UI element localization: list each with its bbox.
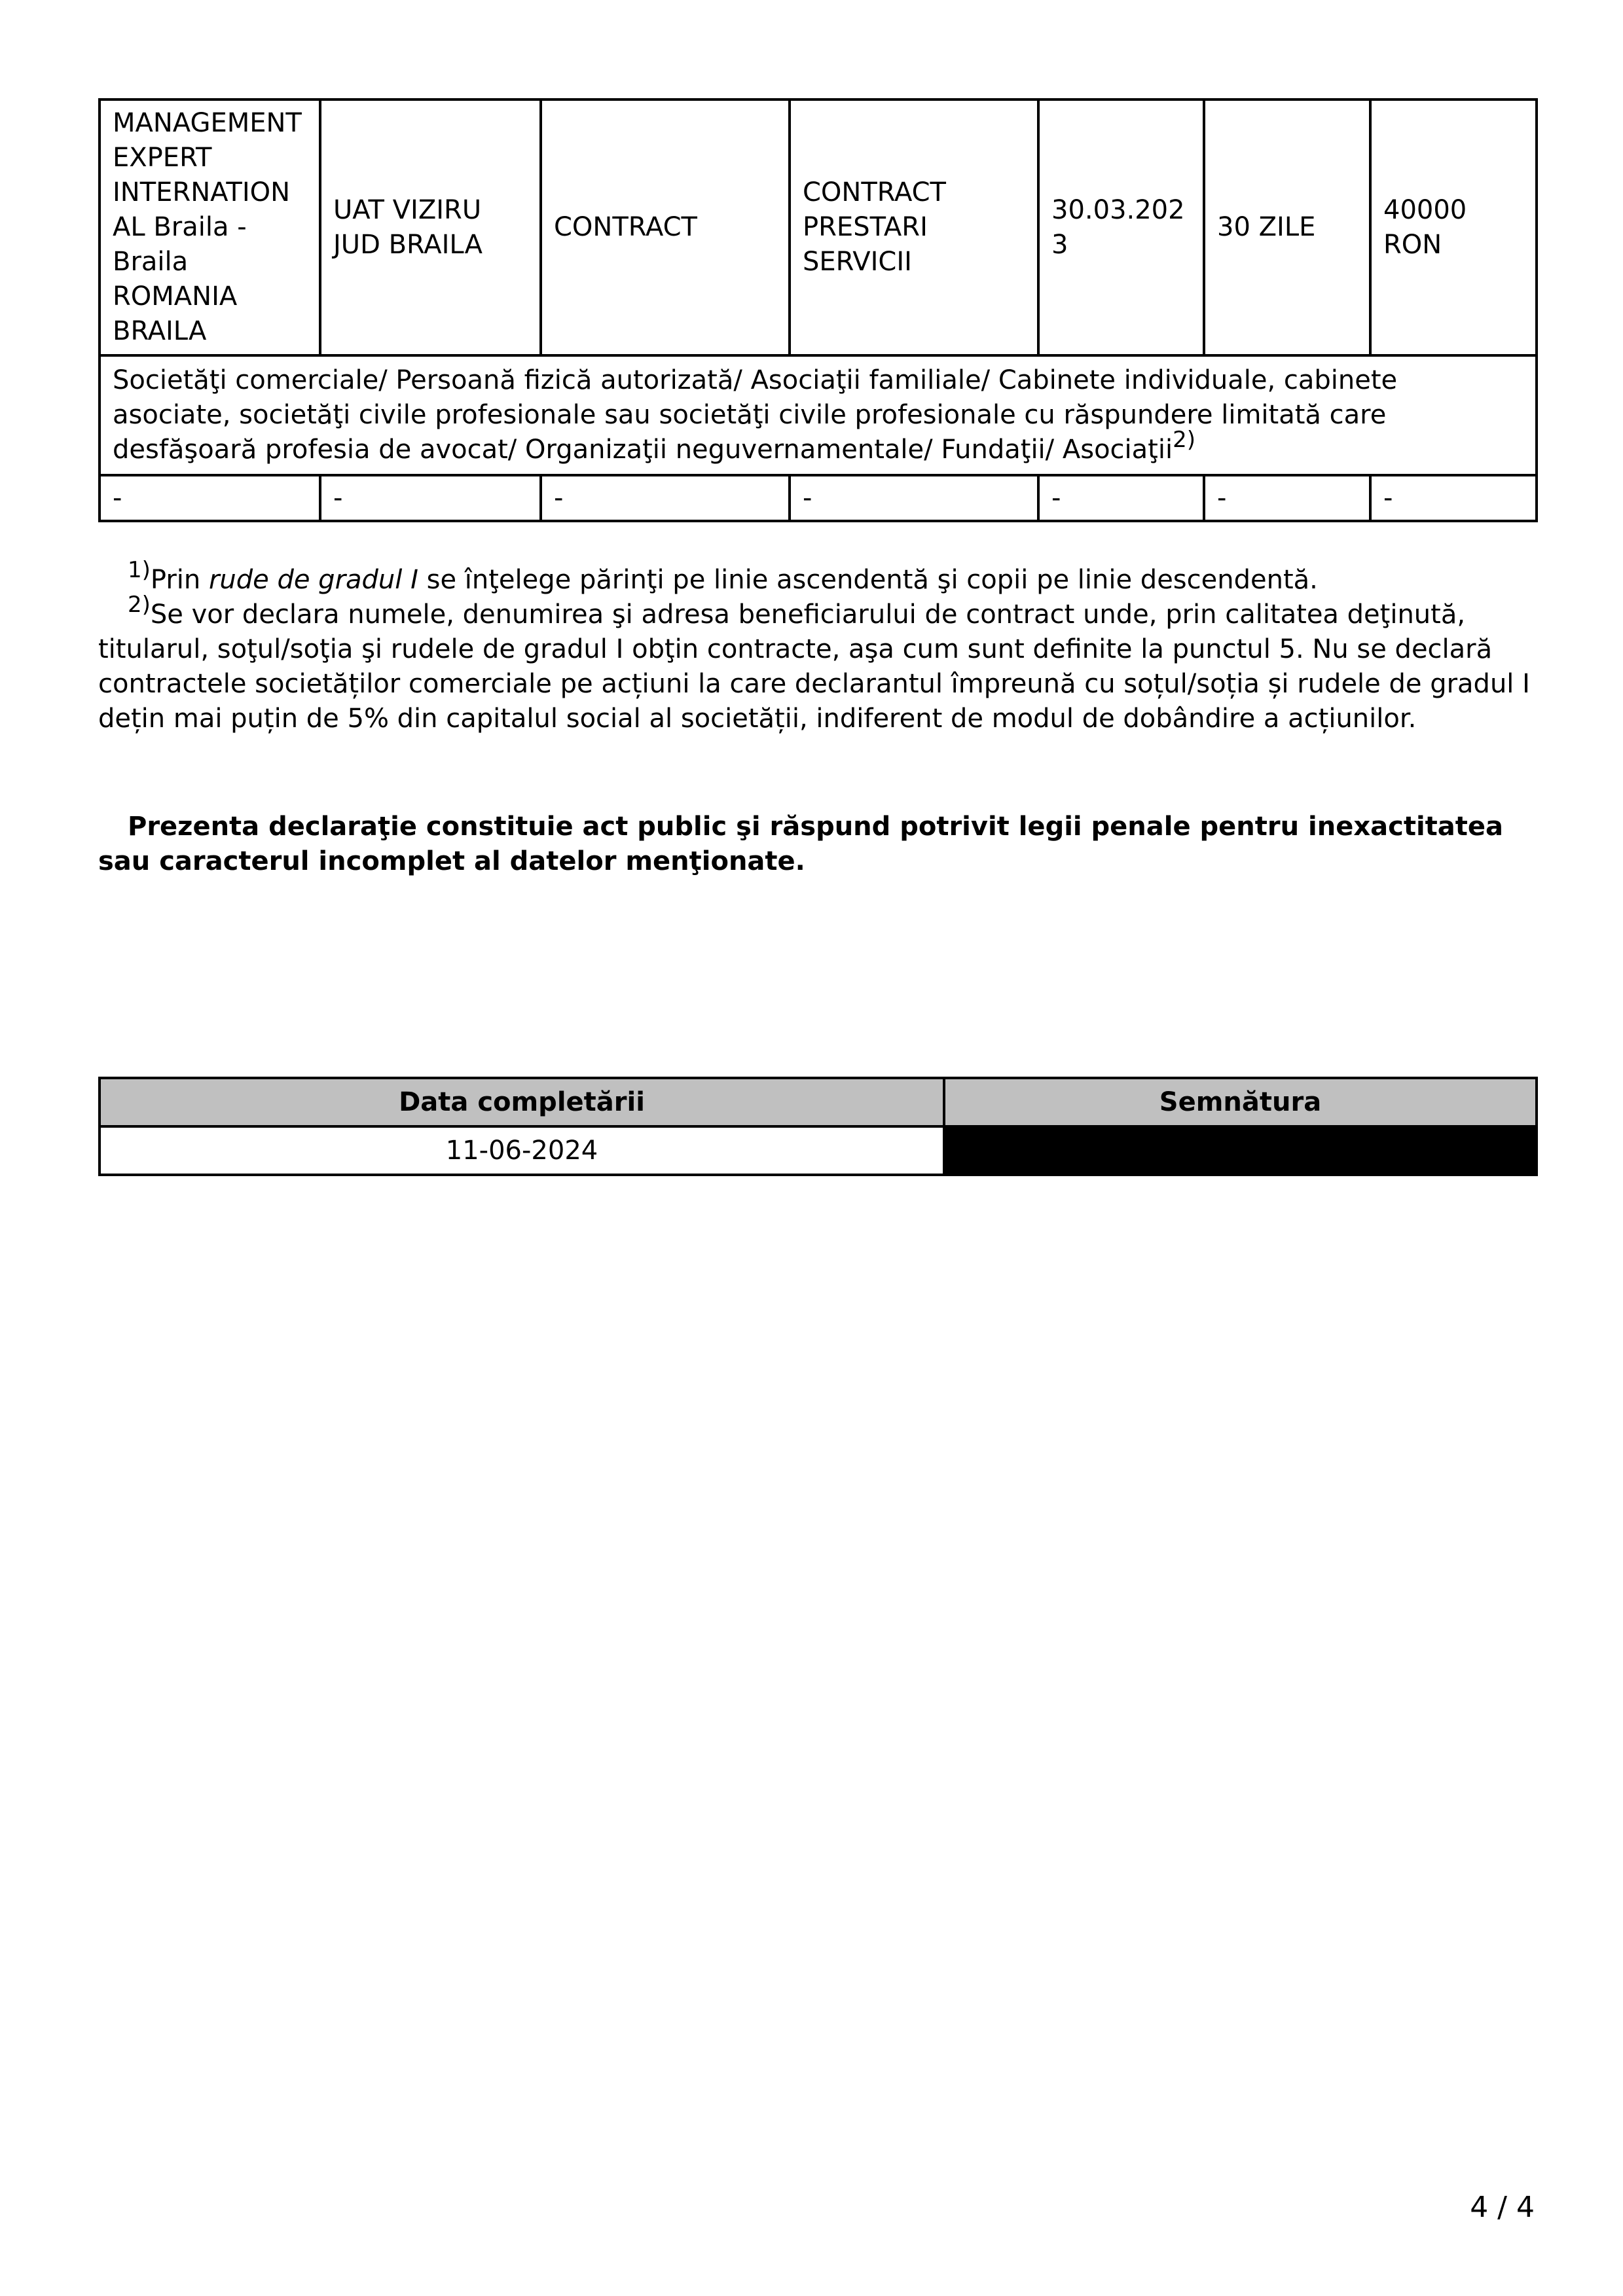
empty-cell: -: [1370, 475, 1537, 521]
footnotes: [98, 557, 1535, 736]
contracts-table: [98, 98, 1538, 522]
declaration-page: [98, 98, 1535, 1166]
table-row: [100, 475, 1537, 521]
footnote-marker: 2): [1173, 427, 1195, 453]
contract-date-cell: 30.03.2023: [1038, 99, 1204, 355]
page-number: 4 / 4: [1470, 2191, 1535, 2224]
empty-cell: -: [790, 475, 1038, 521]
institution-cell: UAT VIZIRU JUD BRAILA: [320, 99, 541, 355]
empty-cell: -: [1204, 475, 1370, 521]
signature-table: [98, 1077, 1538, 1176]
footnote-marker: 1): [128, 557, 151, 583]
contract-type-cell: CONTRACT PRESTARI SERVICII: [790, 99, 1038, 355]
footnote-1-prefix: Prin: [150, 565, 209, 595]
footnote-1: [98, 557, 1535, 598]
empty-cell: -: [320, 475, 541, 521]
signature-header-row: [100, 1078, 1537, 1126]
signature-value-row: [100, 1126, 1537, 1175]
signature-header: Semnătura: [944, 1078, 1537, 1126]
table-row: [100, 99, 1537, 355]
contract-value-cell: 40000 RON: [1370, 99, 1537, 355]
declaration-statement: Prezenta declaraţie constituie act public şi răspund potrivit legii penale pentru inexactitatea sau caracterul incomplet al datelor menţionate.: [98, 812, 1504, 876]
category-label-cell: [100, 355, 1537, 475]
date-header: Data completării: [100, 1078, 944, 1126]
footnote-1-term: rude de gradul I: [208, 565, 418, 595]
footnote-2: [98, 592, 1535, 736]
category-label: Societăţi comerciale/ Persoană fizică autorizată/ Asociaţii familiale/ Cabinete individuale, cabinete asociate, societăţi civile profesionale sau societăţi civile profesionale cu răspundere limitată care desfăşoară profesia de avocat/ Organizaţii neguvernamentale/ Fundaţii/ Asociaţii: [113, 365, 1398, 465]
empty-cell: -: [541, 475, 790, 521]
empty-cell: -: [100, 475, 320, 521]
category-row: [100, 355, 1537, 475]
completion-date: 11-06-2024: [100, 1126, 944, 1175]
procedure-cell: CONTRACT: [541, 99, 790, 355]
footnote-marker: 2): [128, 592, 151, 618]
footnote-1-suffix: se înţelege părinţi pe linie ascendentă şi copii pe linie descendentă.: [418, 565, 1318, 595]
contract-duration-cell: 30 ZILE: [1204, 99, 1370, 355]
signature-redacted: [944, 1126, 1537, 1175]
empty-cell: -: [1038, 475, 1204, 521]
beneficiary-cell: MANAGEMENT EXPERT INTERNATIONAL Braila - Braila ROMANIA BRAILA: [100, 99, 320, 355]
footnote-2-text: Se vor declara numele, denumirea şi adresa beneficiarului de contract unde, prin calitatea deţinută, titularul, soţul/soţia şi rudele de gradul I obţin contracte, aşa cum sunt definite la punctul 5. Nu se declară contractele societăților comerciale pe acțiuni la care declarantul împreună cu soțul/soția și rudele de gradul I dețin mai puțin de 5% din capitalul social al societății, indiferent de modul de dobândire a acțiunilor.: [98, 600, 1530, 734]
